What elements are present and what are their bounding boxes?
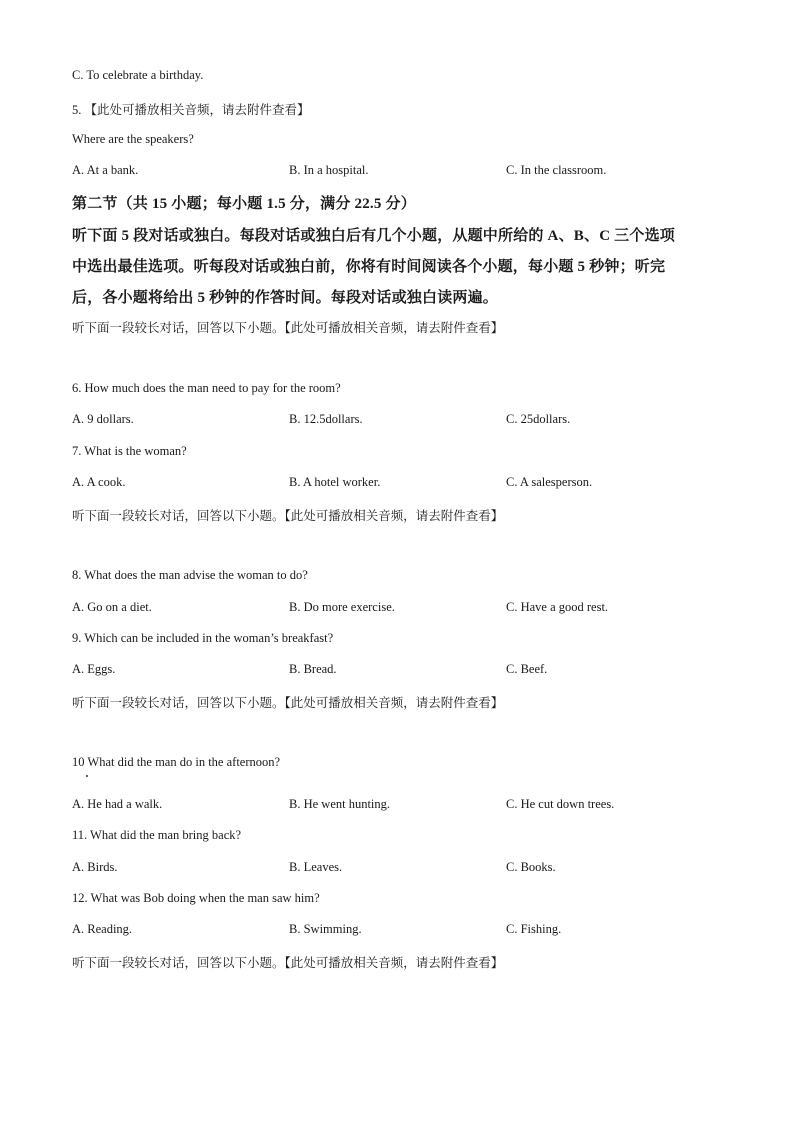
instructions-line-2: 中选出最佳选项。听每段对话或独白前，你将有时间阅读各个小题，每小题 5 秒钟；听完	[72, 259, 666, 275]
q8-option-a[interactable]: A. Go on a diet.	[72, 600, 152, 614]
q9-option-a[interactable]: A. Eggs.	[72, 662, 116, 676]
q10-option-c[interactable]: C. He cut down trees.	[506, 797, 615, 811]
q11-option-c[interactable]: C. Books.	[506, 860, 556, 874]
instructions-line-1: 听下面 5 段对话或独白。每段对话或独白后有几个小题，从题中所给的 A、B、C 三个选项	[72, 228, 675, 244]
q11-question: 11. What did the man bring back?	[72, 828, 242, 842]
section2-title: 第二节（共 15 小题；每小题 1.5 分，满分 22.5 分）	[72, 196, 416, 212]
q6-option-a[interactable]: A. 9 dollars.	[72, 412, 134, 426]
q11-option-b[interactable]: B. Leaves.	[289, 860, 343, 874]
q9-option-b[interactable]: B. Bread.	[289, 662, 337, 676]
listen-prompt-2[interactable]: 听下面一段较长对话，回答以下小题。【此处可播放相关音频，请去附件查看】	[72, 509, 504, 523]
q6-question: 6. How much does the man need to pay for the room?	[72, 381, 341, 395]
q5-option-a[interactable]: A. At a bank.	[72, 163, 139, 177]
listen-prompt-1[interactable]: 听下面一段较长对话，回答以下小题。【此处可播放相关音频，请去附件查看】	[72, 321, 504, 335]
q12-question: 12. What was Bob doing when the man saw him?	[72, 891, 320, 905]
q7-option-a[interactable]: A. A cook.	[72, 475, 126, 489]
stray-dot	[86, 775, 88, 777]
q5-option-b[interactable]: B. In a hospital.	[289, 163, 369, 177]
q5-option-c[interactable]: C. In the classroom.	[506, 163, 607, 177]
q10-option-a[interactable]: A. He had a walk.	[72, 797, 163, 811]
q6-option-b[interactable]: B. 12.5dollars.	[289, 412, 363, 426]
q11-option-a[interactable]: A. Birds.	[72, 860, 118, 874]
listen-prompt-3[interactable]: 听下面一段较长对话，回答以下小题。【此处可播放相关音频，请去附件查看】	[72, 696, 504, 710]
q5-audio-note[interactable]: 5. 【此处可播放相关音频，请去附件查看】	[72, 103, 310, 117]
q4-option-c: C. To celebrate a birthday.	[72, 68, 204, 82]
q9-question: 9. Which can be included in the woman’s breakfast?	[72, 631, 334, 645]
q7-question: 7. What is the woman?	[72, 444, 187, 458]
q6-option-c[interactable]: C. 25dollars.	[506, 412, 571, 426]
q12-option-c[interactable]: C. Fishing.	[506, 922, 562, 936]
q7-option-c[interactable]: C. A salesperson.	[506, 475, 593, 489]
q9-option-c[interactable]: C. Beef.	[506, 662, 548, 676]
q7-option-b[interactable]: B. A hotel worker.	[289, 475, 381, 489]
q10-option-b[interactable]: B. He went hunting.	[289, 797, 391, 811]
q5-question: Where are the speakers?	[72, 132, 194, 146]
q8-option-c[interactable]: C. Have a good rest.	[506, 600, 609, 614]
q12-option-b[interactable]: B. Swimming.	[289, 922, 362, 936]
q12-option-a[interactable]: A. Reading.	[72, 922, 133, 936]
q10-question: 10 What did the man do in the afternoon?	[72, 755, 281, 769]
listen-prompt-4[interactable]: 听下面一段较长对话，回答以下小题。【此处可播放相关音频，请去附件查看】	[72, 956, 504, 970]
instructions-line-3: 后，各小题将给出 5 秒钟的作答时间。每段对话或独白读两遍。	[72, 290, 499, 306]
q8-question: 8. What does the man advise the woman to do?	[72, 568, 308, 582]
q8-option-b[interactable]: B. Do more exercise.	[289, 600, 395, 614]
